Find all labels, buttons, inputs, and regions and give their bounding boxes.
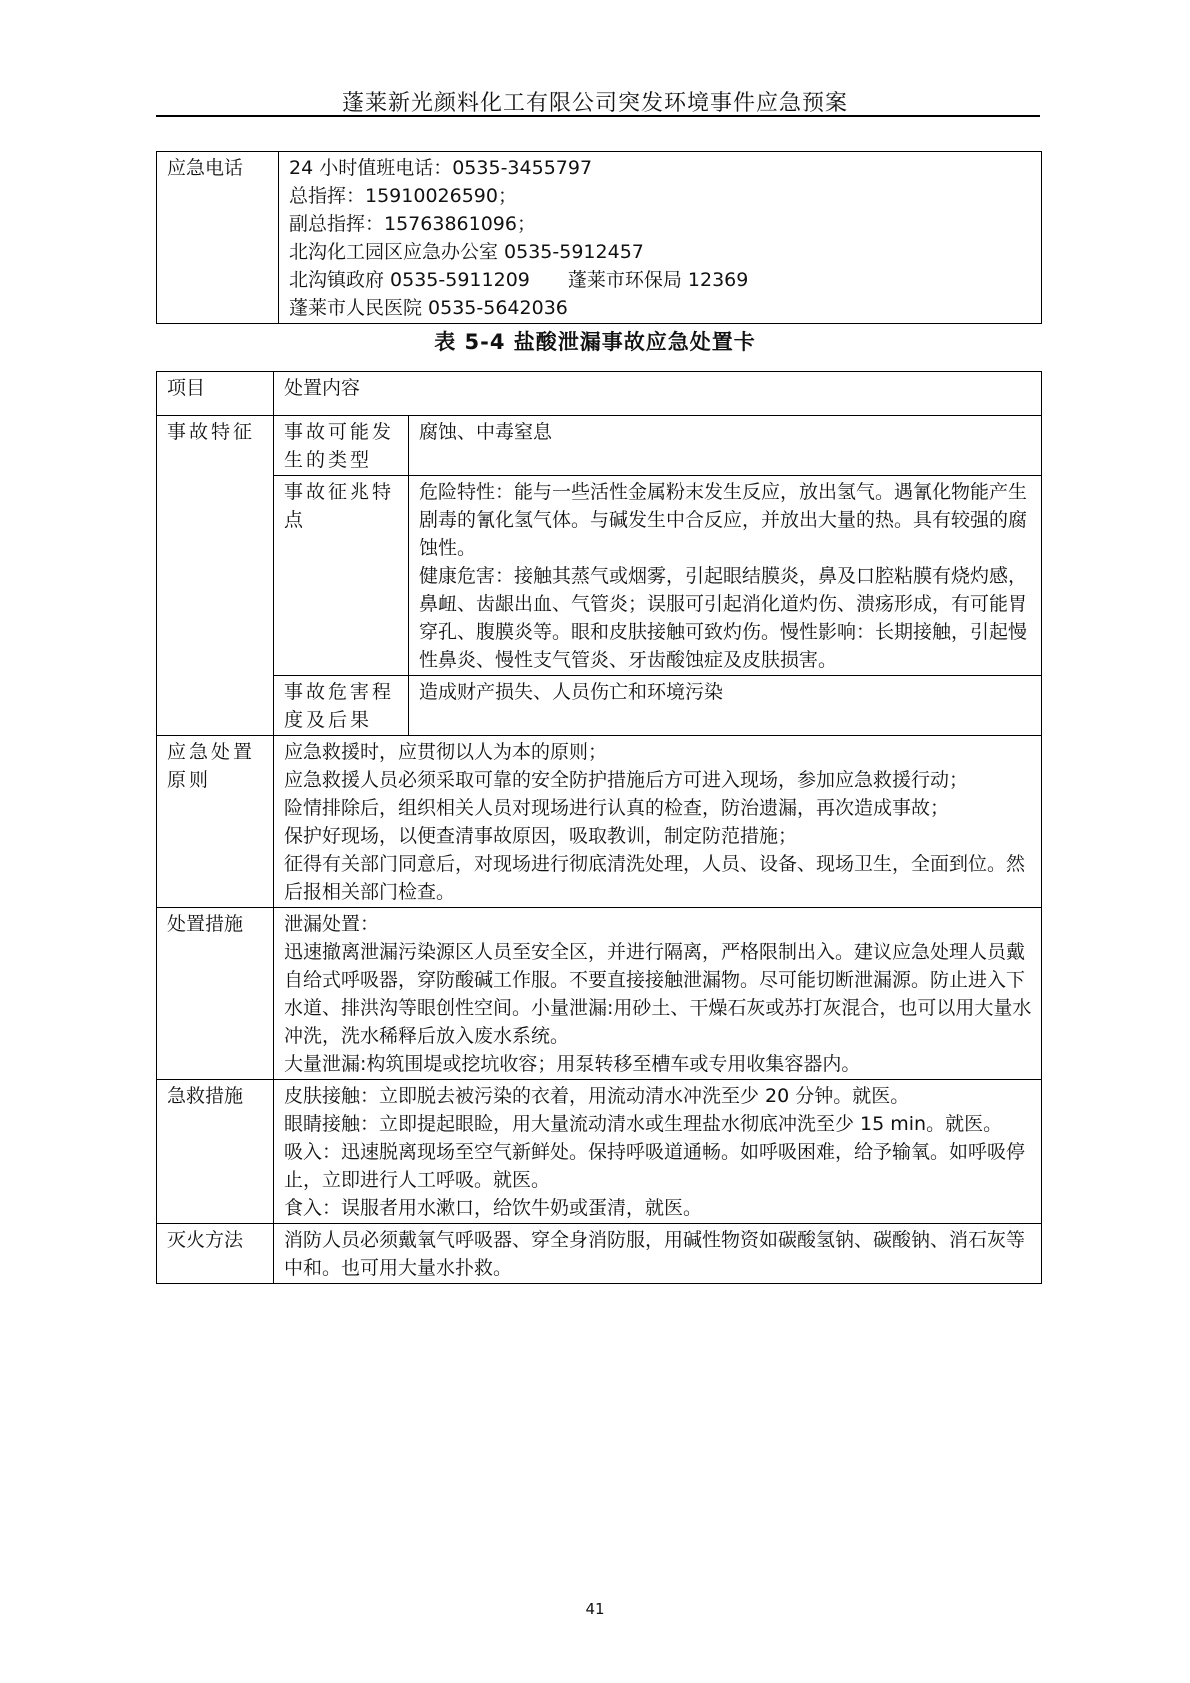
document-header-title: 蓬莱新光颜料化工有限公司突发环境事件应急预案 (341, 91, 848, 116)
harm-value: 造成财产损失、人员伤亡和环境污染 (409, 676, 1042, 736)
measures-label: 处置措施 (157, 908, 274, 1080)
features-label: 事故特征 (157, 416, 274, 736)
measure-line: 大量泄漏:构筑围堤或挖坑收容；用泵转移至槽车或专用收集容器内。 (284, 1053, 861, 1075)
contact-line-commander: 总指挥：15910026590； (289, 185, 517, 207)
first-aid-line: 吸入：迅速脱离现场至空气新鲜处。保持呼吸道通畅。如呼吸困难，给予输氧。如呼吸停止，立即进行人工呼吸。就医。 (284, 1141, 1026, 1191)
contact-line-park-office: 北沟化工园区应急办公室 0535-5912457 (289, 241, 644, 263)
hazard-characteristics-text: 危险特性：能与一些活性金属粉末发生反应，放出氢气。遇氰化物能产生剧毒的氰化氢气体。与碱发生中合反应，并放出大量的热。具有较强的腐蚀性。 (419, 481, 1028, 559)
contact-line-hospital: 蓬莱市人民医院 0535-5642036 (289, 297, 568, 319)
first-aid-line: 食入：误服者用水漱口，给饮牛奶或蛋清，就医。 (284, 1197, 703, 1219)
contact-line-deputy-commander: 副总指挥：15763861096； (289, 213, 536, 235)
table-header-row (157, 372, 1042, 416)
column-header-item: 项目 (157, 372, 274, 416)
signs-value (409, 476, 1042, 676)
page-number: 41 (585, 1600, 605, 1618)
table-row (157, 476, 1042, 676)
card-title: 表 5-4 盐酸泄漏事故应急处置卡 (434, 330, 756, 354)
principles-value (274, 736, 1042, 908)
accident-type-label: 事故可能发生的类型 (274, 416, 409, 476)
principle-line: 险情排除后，组织相关人员对现场进行认真的检查，防治遗漏，再次造成事故； (284, 797, 950, 819)
health-hazard-text: 健康危害：接触其蒸气或烟雾，引起眼结膜炎，鼻及口腔粘膜有烧灼感，鼻衄、齿龈出血、气管炎；误服可引起消化道灼伤、溃疡形成，有可能胃穿孔、腹膜炎等。眼和皮肤接触可致灼伤。慢性影响：长期接触，引起慢性鼻炎、慢性支气管炎、牙齿酸蚀症及皮肤损害。 (419, 565, 1028, 671)
principles-label: 应急处置原则 (157, 736, 274, 908)
header-rule (156, 115, 1040, 117)
emergency-contact-row (157, 152, 1042, 324)
principle-line: 保护好现场，以便查清事故原因，吸取教训，制定防范措施； (284, 825, 798, 847)
measures-value (274, 908, 1042, 1080)
table-row (157, 736, 1042, 908)
measure-line: 迅速撤离泄漏污染源区人员至安全区，并进行隔离，严格限制出入。建议应急处理人员戴自给式呼吸器，穿防酸碱工作服。不要直接接触泄漏物。尽可能切断泄漏源。防止进入下水道、排洪沟等眼创性空间。小量泄漏:用砂土、干燥石灰或苏打灰混合，也可以用大量水冲洗，洗水稀释后放入废水系统。 (284, 941, 1032, 1047)
table-row (157, 1080, 1042, 1224)
emergency-response-card-table (156, 371, 1042, 1284)
firefighting-label: 灭火方法 (157, 1224, 274, 1284)
table-row (157, 676, 1042, 736)
first-aid-line: 皮肤接触：立即脱去被污染的衣着，用流动清水冲洗至少 20 分钟。就医。 (284, 1085, 910, 1107)
table-row (157, 908, 1042, 1080)
first-aid-line: 眼睛接触：立即提起眼睑，用大量流动清水或生理盐水彻底冲洗至少 15 min。就医。 (284, 1113, 1003, 1135)
accident-type-value: 腐蚀、中毒窒息 (409, 416, 1042, 476)
contact-line-duty-phone: 24 小时值班电话：0535-3455797 (289, 157, 593, 179)
firefighting-value: 消防人员必须戴氧气呼吸器、穿全身消防服，用碱性物资如碳酸氢钠、碳酸钠、消石灰等中和。也可用大量水扑救。 (274, 1224, 1042, 1284)
signs-label: 事故征兆特点 (274, 476, 409, 676)
emergency-contact-values (279, 152, 1042, 324)
principle-line: 征得有关部门同意后，对现场进行彻底清洗处理，人员、设备、现场卫生，全面到位。然后报相关部门检查。 (284, 853, 1026, 903)
first-aid-label: 急救措施 (157, 1080, 274, 1224)
table-row (157, 416, 1042, 476)
column-header-content: 处置内容 (274, 372, 1042, 416)
harm-label: 事故危害程度及后果 (274, 676, 409, 736)
principle-line: 应急救援人员必须采取可靠的安全防护措施后方可进入现场，参加应急救援行动； (284, 769, 969, 791)
emergency-contact-table (156, 151, 1042, 324)
principle-line: 应急救援时，应贯彻以人为本的原则； (284, 741, 608, 763)
measure-line: 泄漏处置： (284, 913, 380, 935)
first-aid-value (274, 1080, 1042, 1224)
contact-line-town-government: 北沟镇政府 0535-5911209 蓬莱市环保局 12369 (289, 269, 749, 291)
table-row (157, 1224, 1042, 1284)
emergency-contact-label: 应急电话 (157, 152, 279, 324)
